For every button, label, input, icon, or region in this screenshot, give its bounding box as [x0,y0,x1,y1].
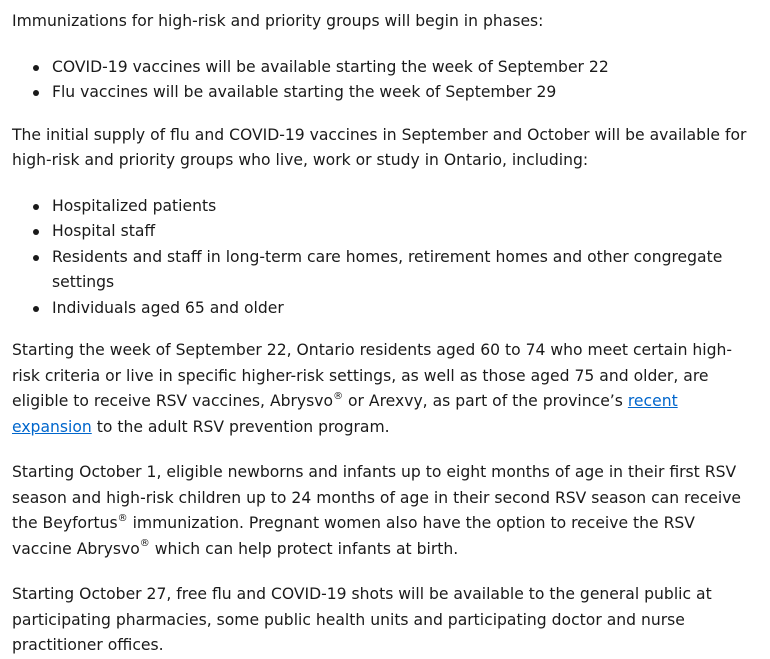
infant-paragraph [12,460,752,562]
list-item: Hospital staff [12,219,752,245]
infant-text-1: Starting October 1, eligible newborns and infants up to eight months of age in their first RSV season and high-risk children up to 24 months of age in their second RSV season can receive the Beyfortus [12,463,742,532]
rsv-text-2: or Arexvy, as part of the province’s [343,392,628,410]
infant-text-3: which can help protect infants at birth. [149,539,459,558]
groups-list [12,194,752,322]
rsv-text-3: to the adult RSV prevention program. [91,417,390,436]
infant-text-2: immunization. Pregnant women also have the option to receive the RSV vaccine Abrysvo [12,514,695,558]
supply-paragraph: The initial supply of flu and COVID-19 vaccines in September and October will be available for high-risk and priority groups who live, work or study in Ontario, including: [12,125,747,169]
registered-mark: ® [139,538,150,550]
list-item: Individuals aged 65 and older [12,296,752,322]
list-item: Residents and staff in long-term care homes, retirement homes and other congregate settings [12,245,752,296]
phases-list [12,55,752,106]
rsv-paragraph [12,338,752,440]
registered-mark: ® [333,390,344,402]
rsv-text-1: Starting the week of September 22, Ontario residents aged 60 to 74 who meet certain high-risk criteria or live in specific higher-risk settings, as well as those aged 75 and older, are eligible to receive RSV vaccines, Abrysvo [12,341,733,410]
list-item: COVID-19 vaccines will be available starting the week of September 22 [12,55,752,81]
intro-paragraph: Immunizations for high-risk and priority groups will begin in phases: [12,12,544,30]
recent-expansion-link[interactable]: recent expansion [12,392,678,436]
list-item: Flu vaccines will be available starting the week of September 29 [12,80,752,106]
registered-mark: ® [117,512,128,524]
list-item: Hospitalized patients [12,194,752,220]
public-paragraph: Starting October 27, free flu and COVID-19 shots will be available to the general public at participating pharmacies, some public health units and participating doctor and nurse practitioner offices. [12,585,712,654]
